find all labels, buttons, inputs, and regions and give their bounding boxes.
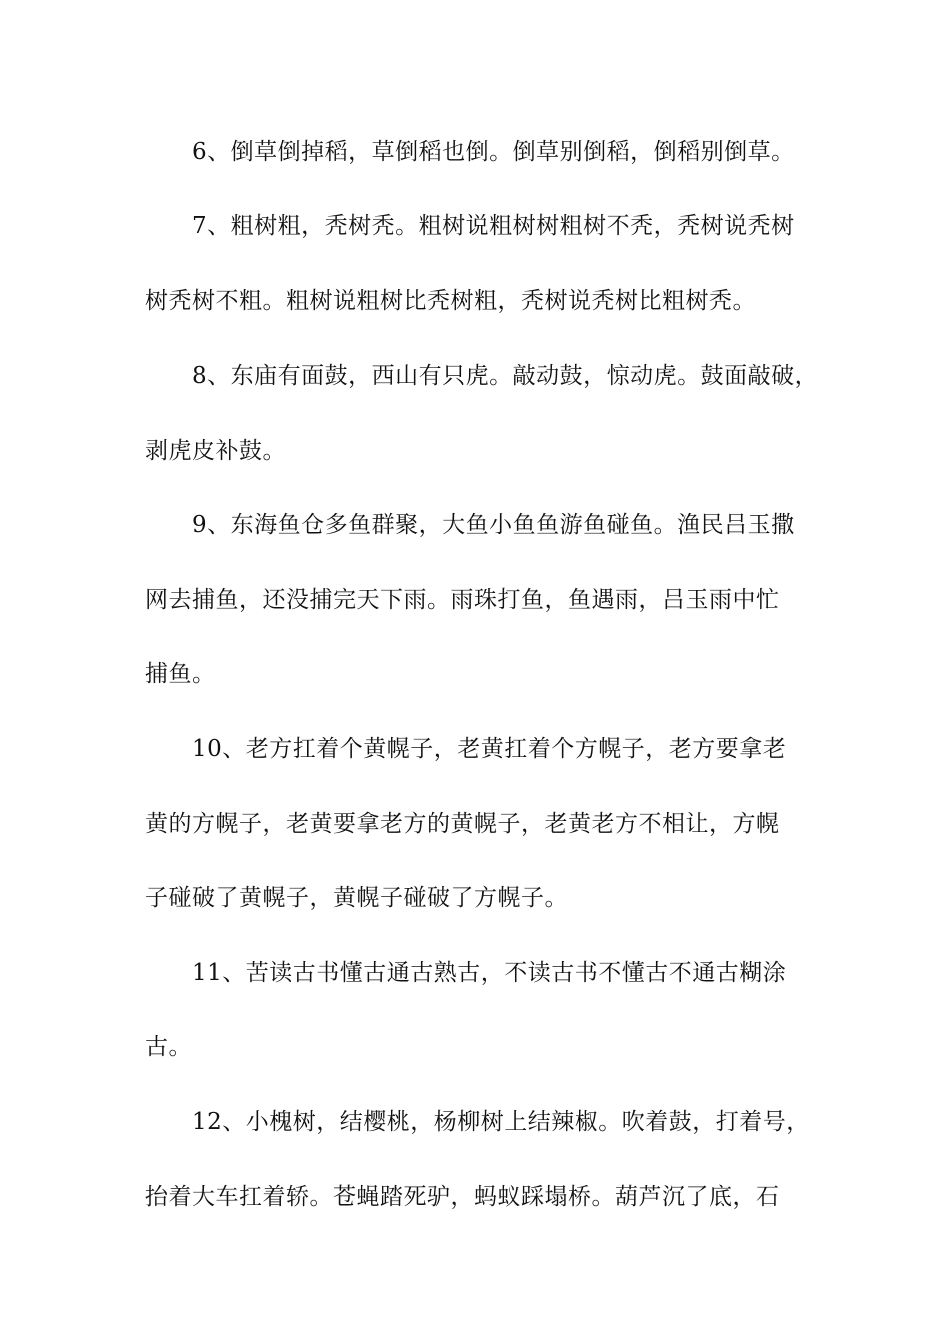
tongue-twister-12-line-1: 12、小槐树，结樱桃，杨柳树上结辣椒。吹着鼓，打着号， bbox=[192, 1109, 810, 1135]
tongue-twister-7-line-1: 7、粗树粗，秃树秃。粗树说粗树树粗树不秃，秃树说秃树 bbox=[192, 213, 795, 239]
tongue-twister-11-line-1: 11、苦读古书懂古通古熟古，不读古书不懂古不通古糊涂 bbox=[192, 960, 787, 986]
tongue-twister-8-line-1: 8、东庙有面鼓，西山有只虎。敲动鼓，惊动虎。鼓面敲破， bbox=[192, 363, 819, 389]
tongue-twister-9-line-1: 9、东海鱼仓多鱼群聚，大鱼小鱼鱼游鱼碰鱼。渔民吕玉撒 bbox=[192, 512, 795, 538]
tongue-twister-8-line-2: 剥虎皮补鼓。 bbox=[145, 438, 286, 464]
tongue-twister-12-line-2: 抬着大车扛着轿。苍蝇踏死驴，蚂蚁踩塌桥。葫芦沉了底，石 bbox=[145, 1184, 780, 1210]
tongue-twister-7-line-2: 树秃树不粗。粗树说粗树比秃树粗，秃树说秃树比粗树秃。 bbox=[145, 288, 756, 314]
tongue-twister-10-line-3: 子碰破了黄幌子，黄幌子碰破了方幌子。 bbox=[145, 885, 568, 911]
tongue-twister-10-line-2: 黄的方幌子，老黄要拿老方的黄幌子，老黄老方不相让，方幌 bbox=[145, 811, 780, 837]
tongue-twister-11-line-2: 古。 bbox=[145, 1034, 192, 1060]
tongue-twister-9-line-3: 捕鱼。 bbox=[145, 661, 216, 687]
tongue-twister-9-line-2: 网去捕鱼，还没捕完天下雨。雨珠打鱼，鱼遇雨，吕玉雨中忙 bbox=[145, 587, 780, 613]
tongue-twister-6-line-1: 6、倒草倒掉稻，草倒稻也倒。倒草别倒稻，倒稻别倒草。 bbox=[192, 139, 795, 165]
tongue-twister-10-line-1: 10、老方扛着个黄幌子，老黄扛着个方幌子，老方要拿老 bbox=[192, 736, 787, 762]
